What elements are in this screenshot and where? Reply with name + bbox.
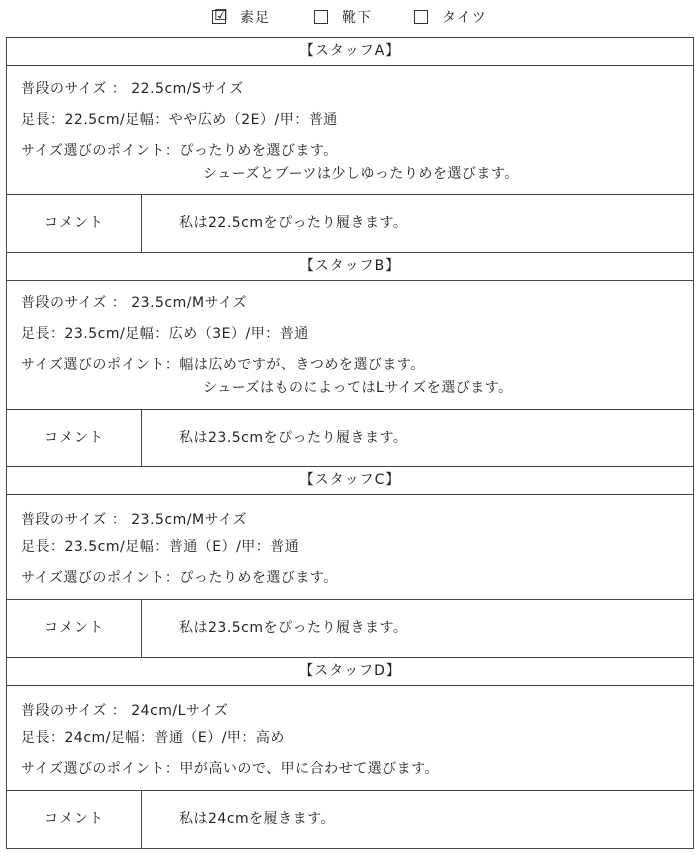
filter-tights-label: タイツ [442, 10, 487, 26]
comment-text: 私は24cmを履きます。 [179, 811, 336, 827]
comment-row [7, 599, 693, 657]
sock-type-filter [0, 0, 700, 34]
comment-label: コメント [7, 410, 142, 467]
checkmark-icon: ☑ [214, 6, 228, 24]
comment-label: コメント [7, 600, 142, 657]
filter-socks[interactable] [314, 8, 372, 26]
size-point: サイズ選びのポイント：幅は広めですが、きつめを選びます。 [21, 357, 425, 373]
comment-label: コメント [7, 791, 142, 848]
size-point: サイズ選びのポイント：ぴったりめを選びます。 [21, 143, 338, 159]
usual-size: 普段のサイズ ： 23.5cm/Mサイズ [21, 512, 247, 528]
filter-barefoot-label: 素足 [240, 10, 270, 26]
checkbox-barefoot[interactable] [212, 6, 228, 24]
size-point: サイズ選びのポイント：ぴったりめを選びます。 [21, 570, 338, 586]
foot-measurements: 足長：23.5cm/足幅：広め（3E）/甲：普通 [21, 326, 309, 342]
comment-label: コメント [7, 195, 142, 252]
comment-text: 私は23.5cmをぴったり履きます。 [179, 620, 408, 636]
staff-size-table [6, 37, 694, 849]
foot-measurements: 足長：24cm/足幅：普通（E）/甲：高め [21, 730, 285, 746]
usual-size: 普段のサイズ ： 22.5cm/Sサイズ [21, 81, 244, 97]
comment-row [7, 409, 693, 467]
staff-header: 【スタッフA】 [7, 38, 693, 66]
comment-text: 私は22.5cmをぴったり履きます。 [179, 215, 408, 231]
foot-measurements: 足長：22.5cm/足幅：やや広め（2E）/甲：普通 [21, 112, 338, 128]
usual-size: 普段のサイズ ： 24cm/Lサイズ [21, 703, 229, 719]
staff-header: 【スタッフC】 [7, 466, 693, 495]
size-point: サイズ選びのポイント：甲が高いので、甲に合わせて選びます。 [21, 761, 439, 777]
staff-header: 【スタッフB】 [7, 252, 693, 281]
comment-row [7, 194, 693, 252]
filter-socks-label: 靴下 [342, 10, 372, 26]
foot-measurements: 足長：23.5cm/足幅：普通（E）/甲：普通 [21, 539, 300, 555]
checkbox-socks[interactable] [314, 10, 328, 24]
size-point-continued: シューズはものによってはLサイズを選びます。 [203, 380, 513, 396]
usual-size: 普段のサイズ ： 23.5cm/Mサイズ [21, 295, 247, 311]
staff-header: 【スタッフD】 [7, 657, 693, 686]
comment-text: 私は23.5cmをぴったり履きます。 [179, 430, 408, 446]
comment-row [7, 790, 693, 848]
checkbox-tights[interactable] [414, 10, 428, 24]
size-point-continued: シューズとブーツは少しゆったりめを選びます。 [203, 166, 519, 182]
filter-barefoot[interactable] [212, 8, 270, 26]
filter-tights[interactable] [414, 8, 487, 26]
